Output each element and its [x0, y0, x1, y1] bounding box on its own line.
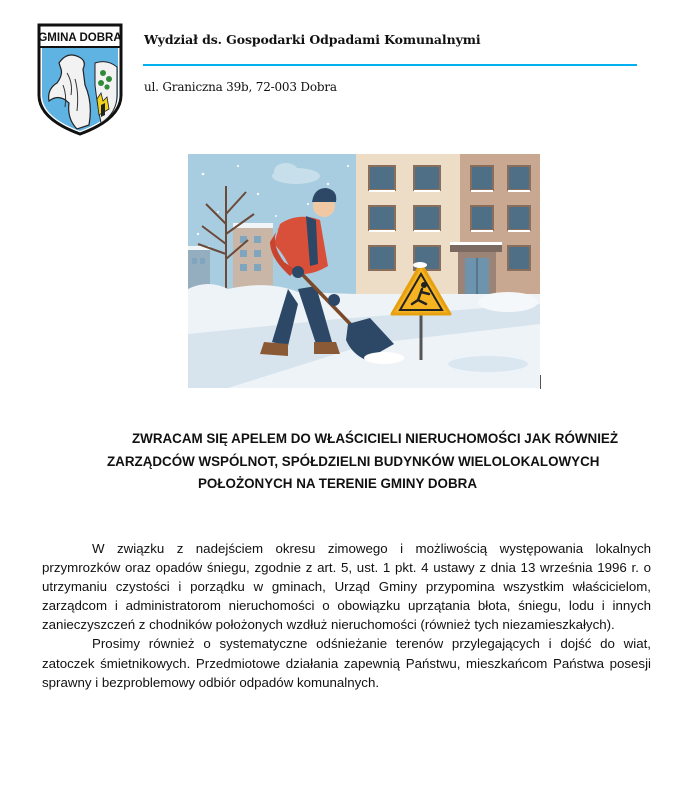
headline-line: ZWRACAM SIĘ APELEM DO WŁAŚCICIELI NIERUCHOMOŚCI JAK RÓWNIEŻ [132, 431, 619, 446]
announcement-body [42, 539, 651, 692]
department-address: ul. Graniczna 39b, 72-003 Dobra [144, 80, 337, 94]
snow-shoveling-illustration [188, 154, 540, 388]
header-divider [143, 64, 637, 66]
body-paragraph: W związku z nadejściem okresu zimowego i możliwością występowania lokalnych przymrozków oraz opadów śniegu, zgodnie z art. 5, ust. 1 pkt. 4 ustawy z dnia 13 września 1996 r. o utrzymaniu czystości i porządku w gminach, Urząd Gminy przypomina wszystkim właścicielom, zarządcom i administratorom nieruchomości o obowiązku uprzątania błota, śniegu, lodu i innych zanieczyszczeń z chodników położonych wzdłuż nieruchomości (również tych niezamieszkałych). [42, 541, 651, 633]
headline-line: POŁOŻONYCH NA TERENIE GMINY DOBRA [198, 476, 477, 491]
body-paragraph: Prosimy również o systematyczne odśnieżanie terenów przylegających i dojść do wiat, zatoczek śmietnikowych. Przedmiotowe działania zapewnią Państwu, mieszkańcom Państwa posesji sprawny i bezproblemowy odbiór odpadów komunalnych. [42, 636, 651, 690]
headline-line: ZARZĄDCÓW WSPÓLNOT, SPÓŁDZIELNI BUDYNKÓW WIELOLOKALOWYCH [107, 453, 600, 469]
department-name: Wydział ds. Gospodarki Odpadami Komunalnymi [144, 32, 481, 47]
appeal-headline [80, 428, 640, 496]
image-edge-marker [540, 375, 541, 389]
crest-text: GMINA DOBRA [38, 32, 122, 44]
gmina-dobra-crest-logo [37, 23, 123, 136]
